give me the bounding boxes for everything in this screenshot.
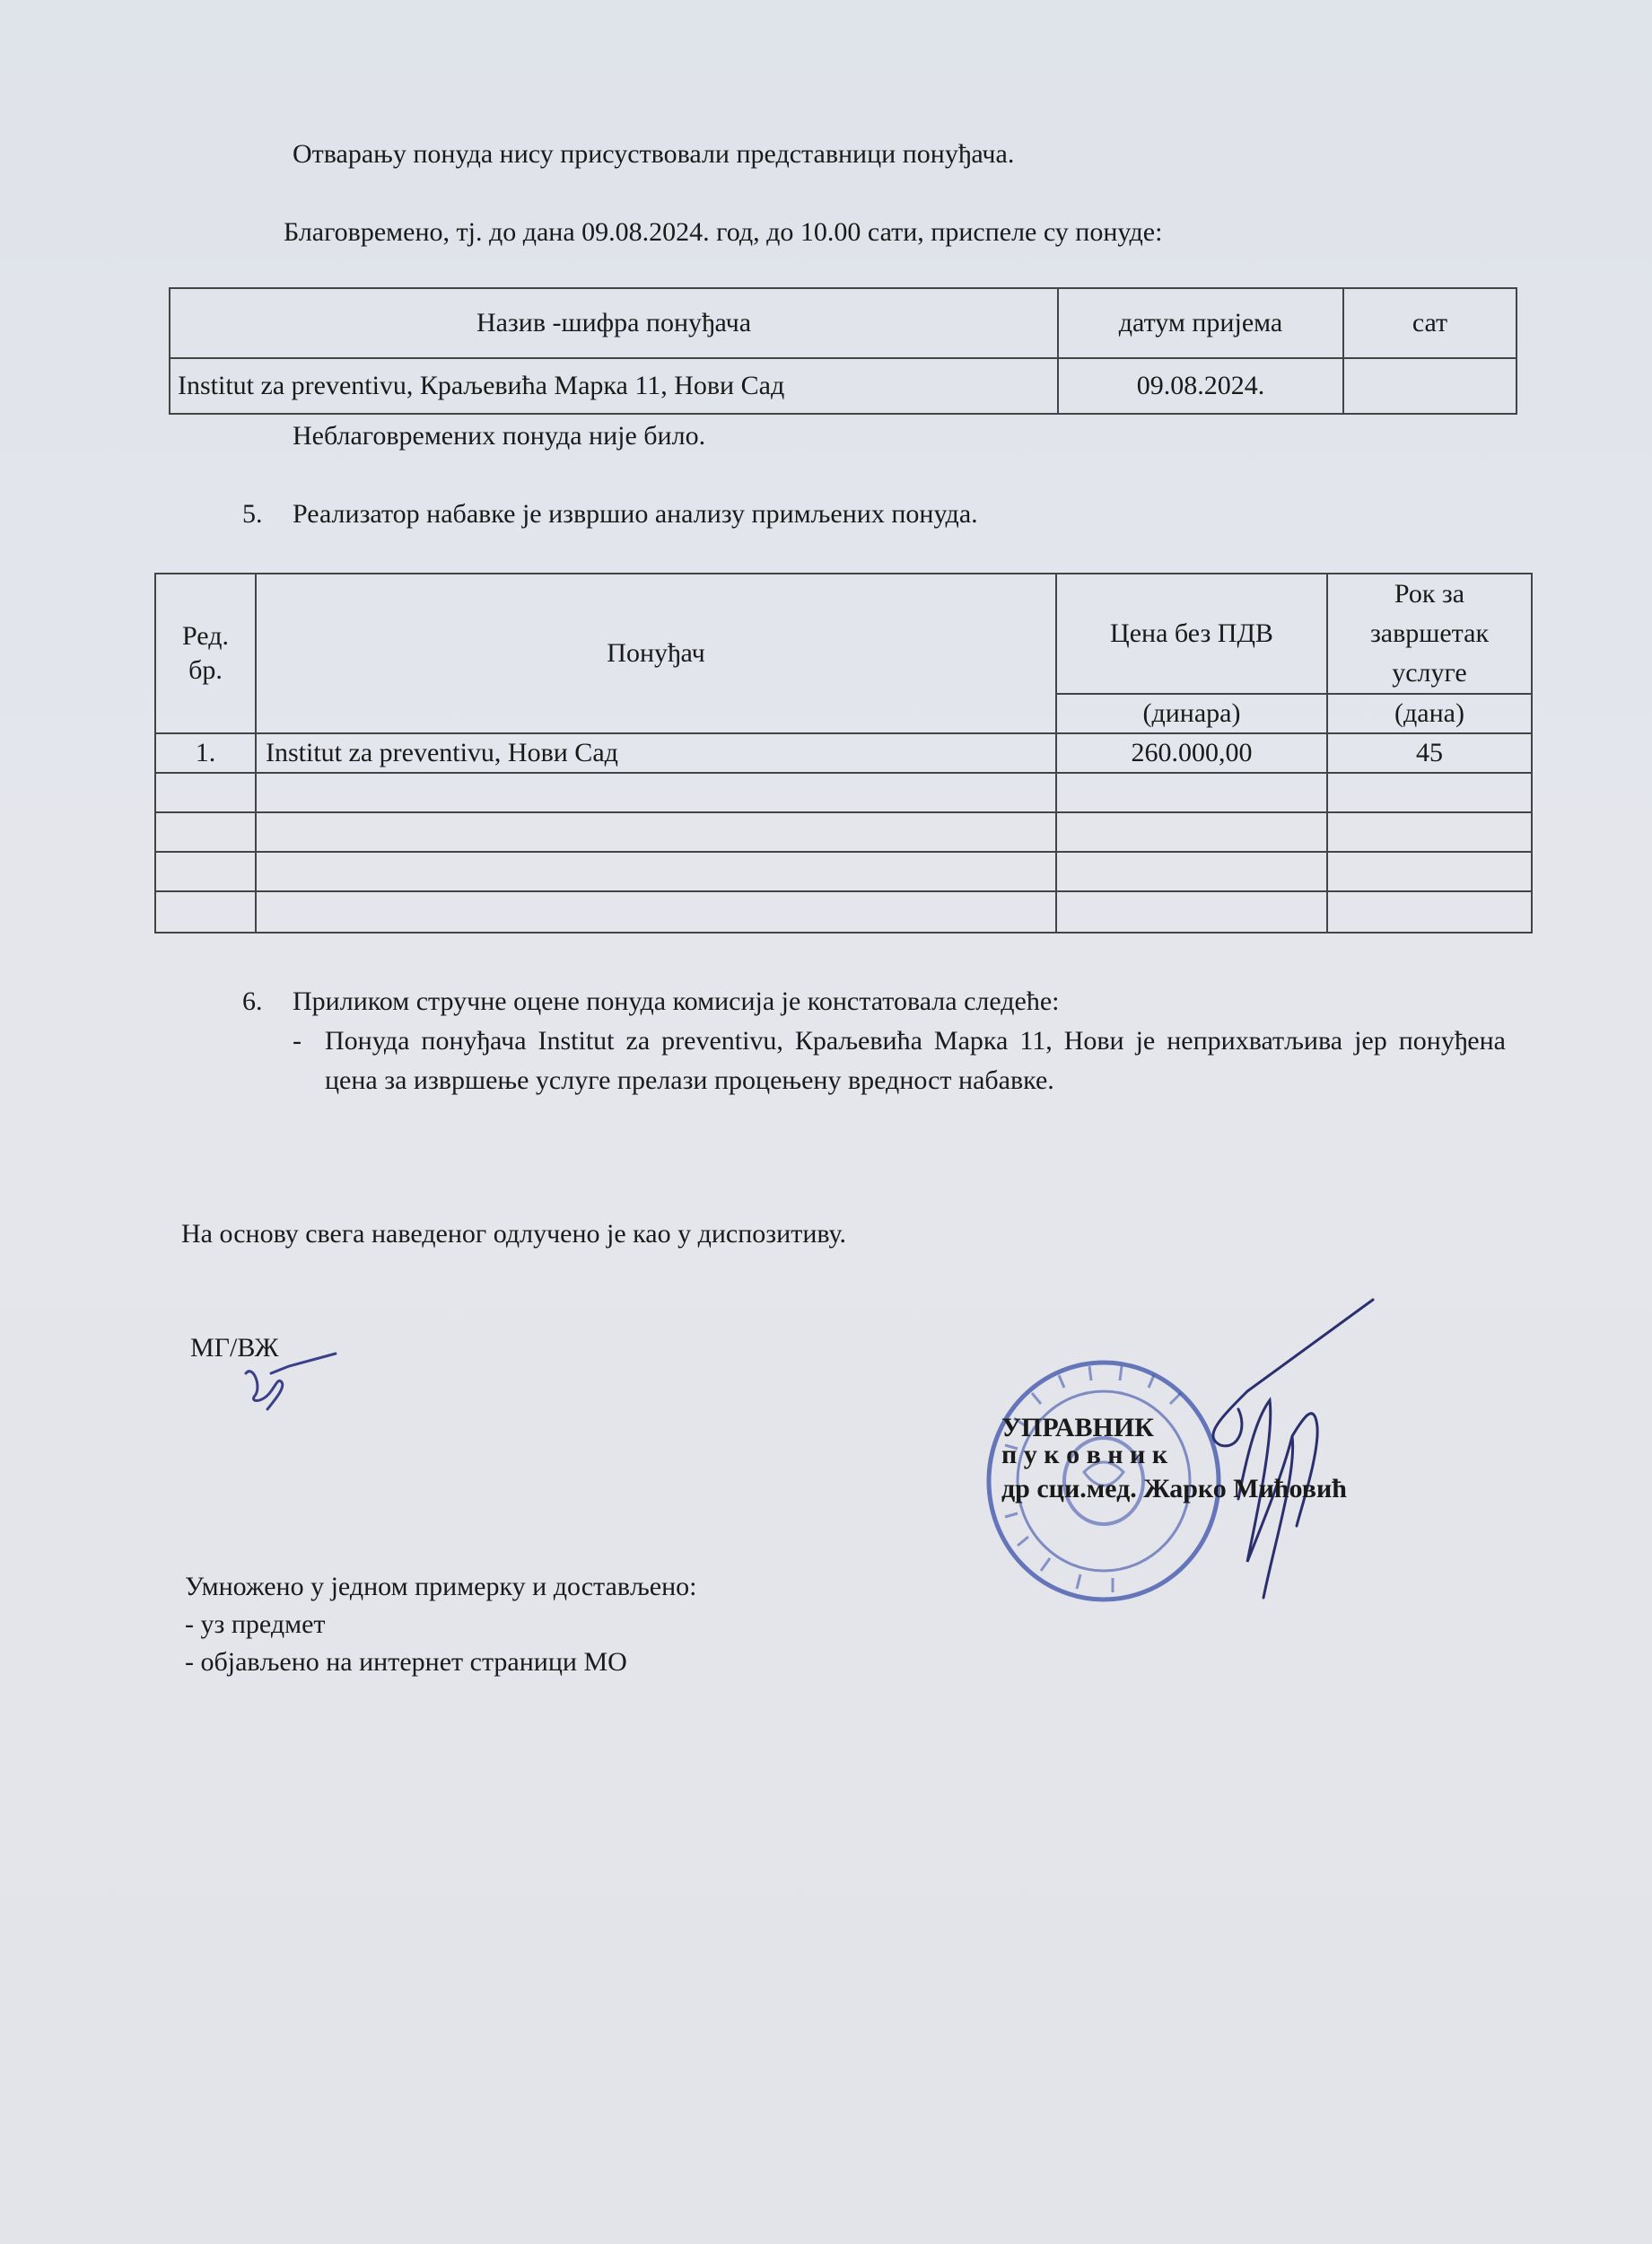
table-row [155,852,1532,891]
table-cell [155,852,256,891]
table-header-row [170,288,1517,358]
table-cell: 45 [1327,733,1532,773]
intro-line-1: Отварању понуда нису присуствовали представници понуђача. [293,139,1015,169]
table-cell [256,773,1056,812]
table-header-cell: Понуђач [256,574,1056,733]
table-cell [1056,812,1327,852]
table-row [155,773,1532,812]
table-cell [1056,852,1327,891]
conclusion-text: На основу свега наведеног одлучено је као у диспозитиву. [181,1219,847,1249]
table-cell [155,812,256,852]
signatory-name: др сци.мед. Жарко Мићовић [1001,1474,1347,1503]
distribution-item: - уз предмет [185,1609,326,1639]
item-5-text: Реализатор набавке је извршио анализу примљених понуда. [293,499,978,529]
table-row [155,891,1532,933]
initials: МГ/ВЖ [190,1333,279,1363]
signatory-rank: п у к о в н и к [1001,1440,1168,1469]
offer-analysis-table [154,573,1533,934]
item-6-bullet: - [293,1026,302,1056]
table-cell: 09.08.2024. [1058,358,1343,414]
table-header-cell: (дана) [1327,694,1532,733]
intro-line-2: Благовремено, тј. до дана 09.08.2024. год, до 10.00 сати, приспеле су понуде: [284,217,1163,247]
table-row [155,733,1532,773]
table-cell [256,891,1056,933]
table-cell [1327,891,1532,933]
table-header-cell: датум пријема [1058,288,1343,358]
table-cell [155,773,256,812]
item-5-number: 5. [242,499,263,529]
distribution-heading: Умножено у једном примерку и достављено: [185,1572,697,1601]
table-cell: Institut za preventivu, Краљевића Марка 11, Нови Сад [170,358,1058,414]
table-cell [256,812,1056,852]
table-row [155,812,1532,852]
table-row [170,358,1517,414]
table-cell: 260.000,00 [1056,733,1327,773]
table-header-cell: Назив -шифра понуђача [170,288,1058,358]
table-header-row [155,574,1532,694]
table-cell [256,852,1056,891]
table-cell [1056,773,1327,812]
table-header-cell: Ред. бр. [155,574,256,733]
handwritten-initials-mark [235,1346,343,1418]
item-6-number: 6. [242,986,263,1016]
table-cell [1327,852,1532,891]
late-offers-note: Неблаговремених понуда није било. [293,421,706,451]
item-6-text: Приликом стручне оцене понуда комисија је констатовала следеће: [293,986,1060,1016]
table-cell: Institut za preventivu, Нови Сад [256,733,1056,773]
table-cell [1343,358,1517,414]
table-cell [155,891,256,933]
table-header-cell: Рок за завршетак услуге [1327,574,1532,694]
signature-block [1001,1411,1347,1506]
table-header-cell: (динара) [1056,694,1327,733]
distribution-item: - објављено на интернет страници МО [185,1647,627,1677]
table-cell [1327,812,1532,852]
table-cell [1056,891,1327,933]
table-header-cell: Цена без ПДВ [1056,574,1327,694]
table-cell: 1. [155,733,256,773]
offers-received-table [169,287,1517,415]
table-header-cell: сат [1343,288,1517,358]
signatory-title: УПРАВНИК [1001,1413,1154,1442]
item-6-bullet-text: Понуда понуђача Institut za preventivu, Краљевића Марка 11, Нови је неприхватљива јер понуђена цена за извршење услуге прелази процењену вредност набавке. [325,1026,1506,1095]
table-cell [1327,773,1532,812]
